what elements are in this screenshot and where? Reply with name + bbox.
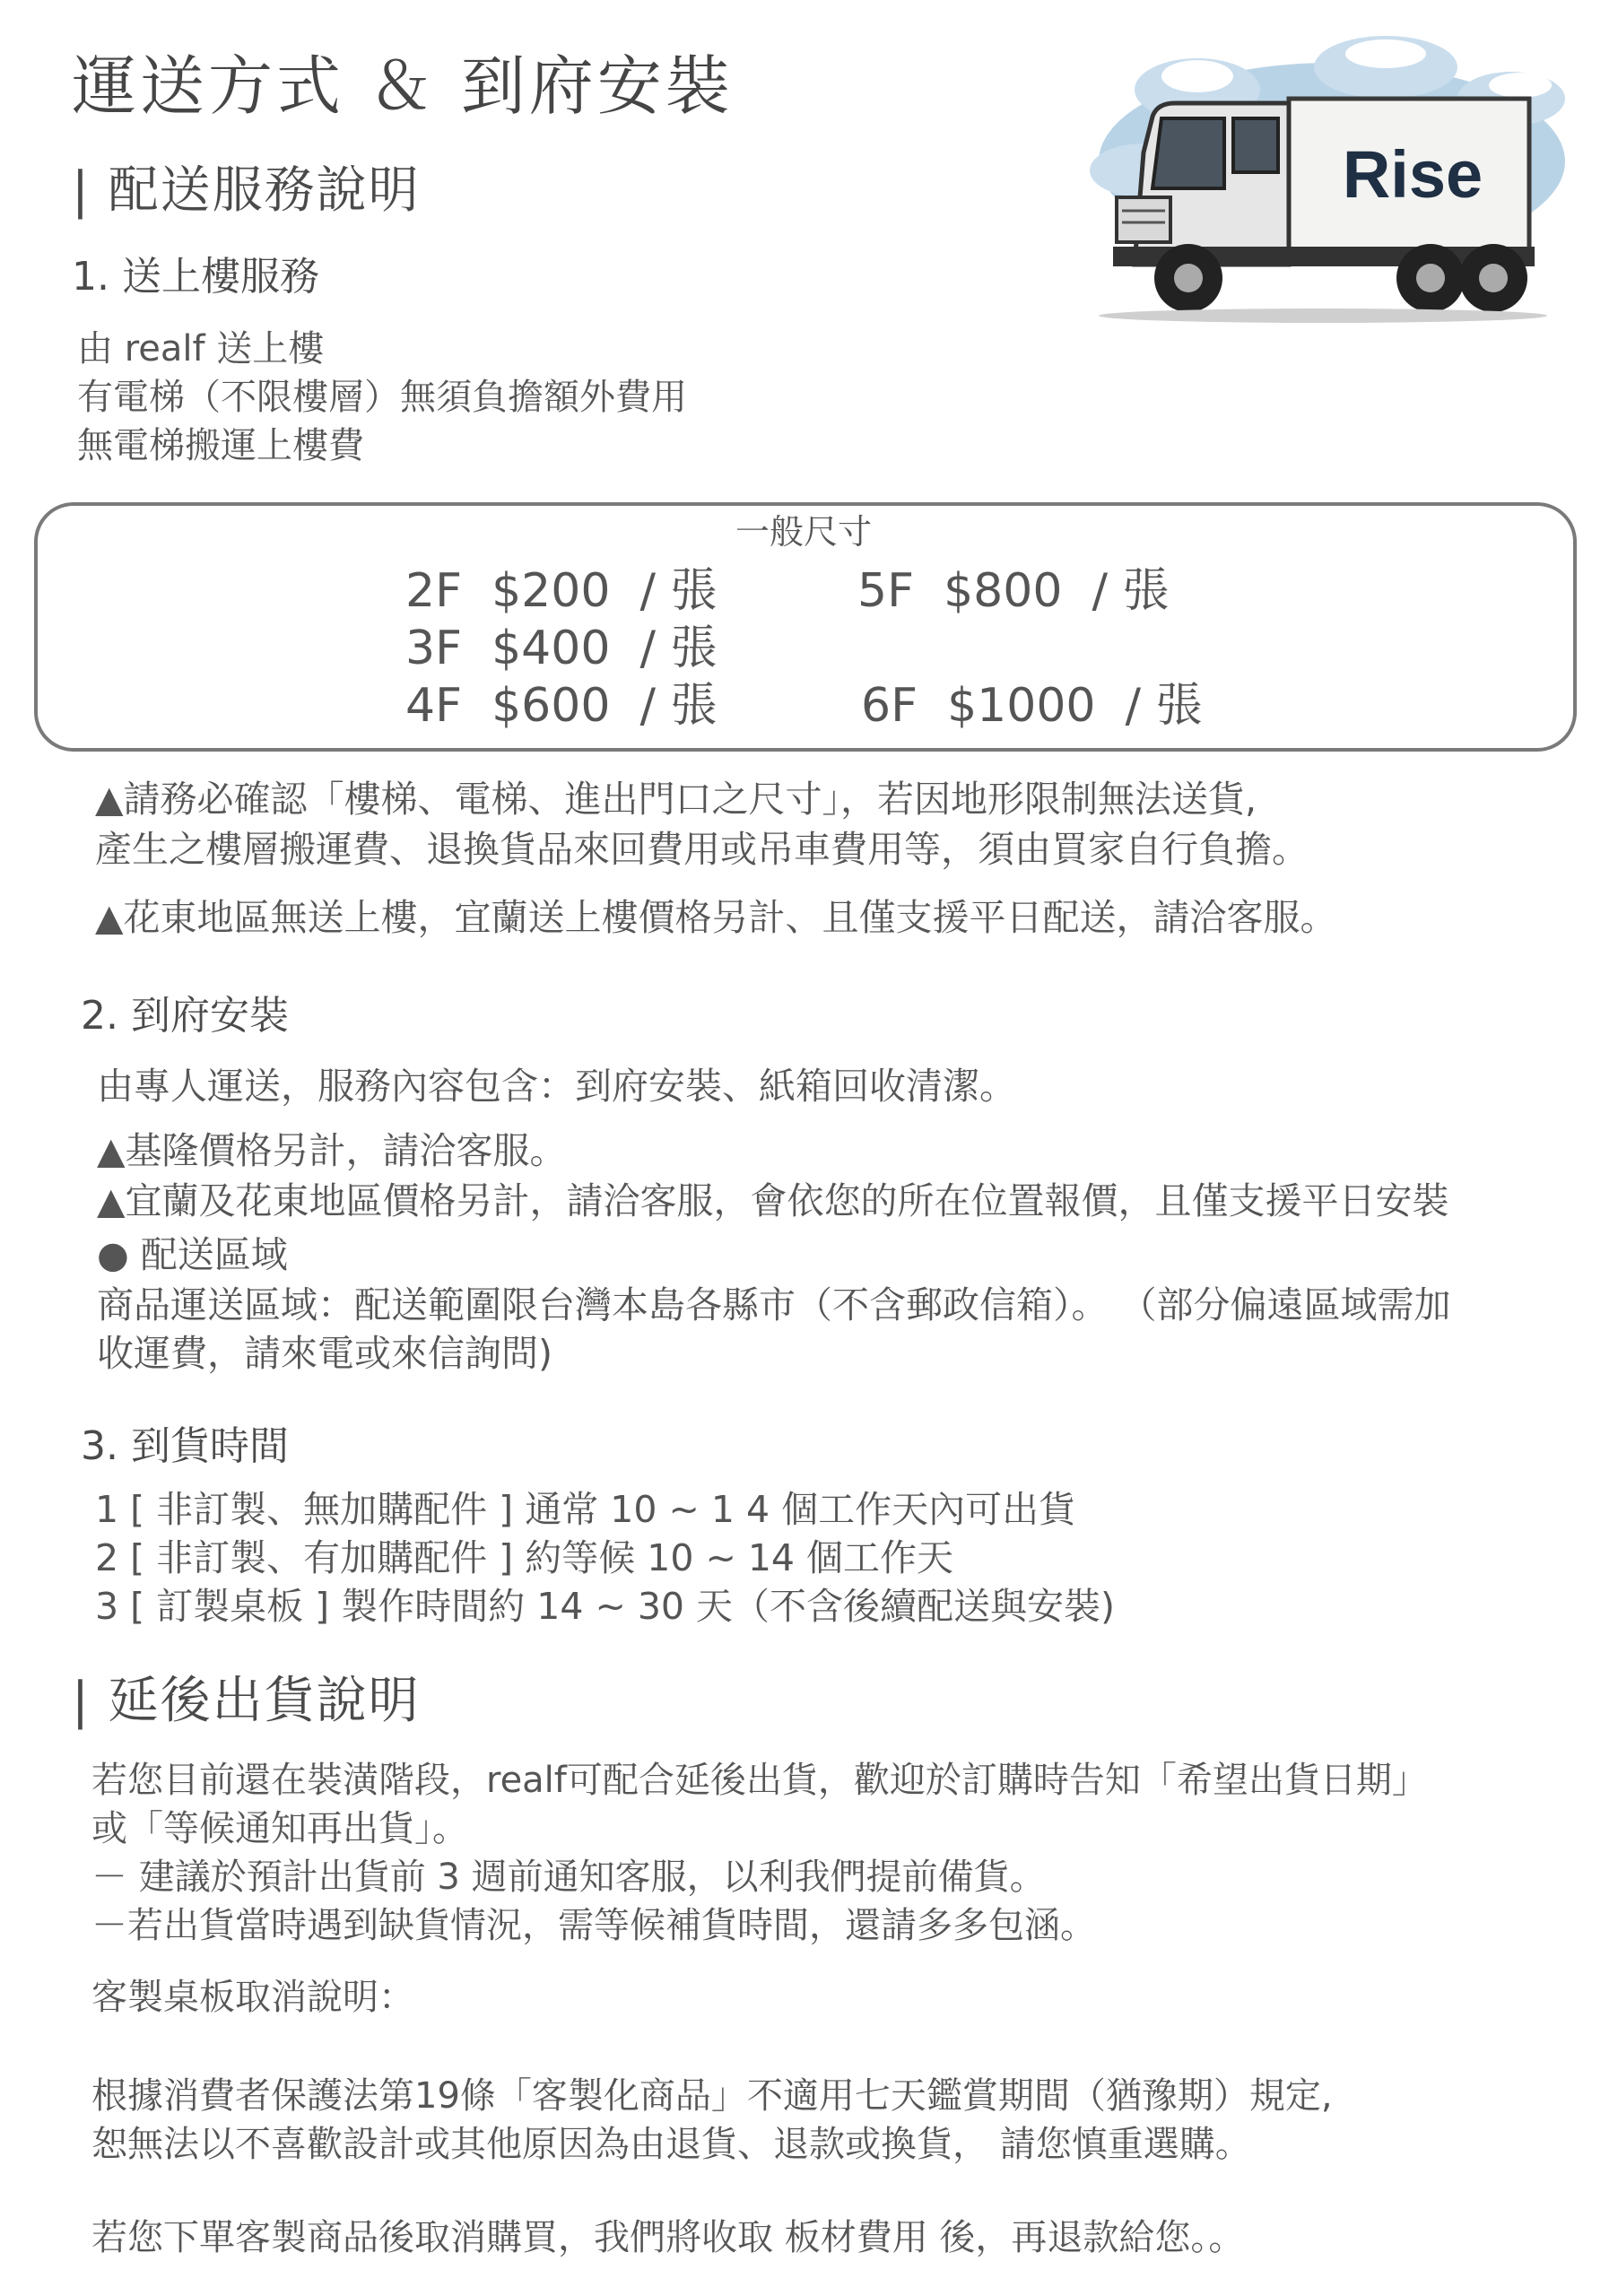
- price-row-6f: 6F $1000 / 張: [861, 679, 1203, 733]
- delay-line: 若您目前還在裝潢階段，realf可配合延後出貨，歡迎於訂購時告知「希望出貨日期」: [91, 1760, 1428, 1801]
- upstairs-line: 有電梯（不限樓層）無須負擔額外費用: [77, 377, 687, 418]
- delay-line: 或「等候通知再出貨」。: [91, 1808, 468, 1849]
- area-heading: ● 配送區域: [97, 1233, 288, 1276]
- refund-line: 若您下單客製商品後取消購買，我們將收取 板材費用 後，再退款給您。。: [91, 2217, 1245, 2258]
- install-note: ▲基隆價格另計，請洽客服。: [97, 1129, 567, 1172]
- upstairs-note: 產生之樓層搬運費、退換貨品來回費用或吊車費用等，須由買家自行負擔。: [95, 828, 1309, 871]
- price-row-3f: 3F $400 / 張: [405, 622, 718, 675]
- cancel-line: 根據消費者保護法第19條「客製化商品」不適用七天鑑賞期間（猶豫期）規定,: [91, 2075, 1333, 2117]
- arrival-line: 2 [ 非訂製、有加購配件 ] 約等候 10 ~ 14 個工作天: [95, 1536, 954, 1579]
- arrival-heading: 3. 到貨時間: [81, 1423, 289, 1469]
- delay-line: － 建議於預計出貨前 3 週前通知客服，以利我們提前備貨。: [91, 1857, 1046, 1898]
- install-line: 由專人運送，服務內容包含：到府安裝、紙箱回收清潔。: [97, 1065, 1016, 1108]
- area-line: 商品運送區域：配送範圍限台灣本島各縣市（不含郵政信箱）。 （部分偏遠區域需加: [97, 1283, 1451, 1326]
- delay-heading: | 延後出貨說明: [72, 1672, 421, 1730]
- price-row-5f: 5F $800 / 張: [857, 564, 1170, 618]
- arrival-line: 1 [ 非訂製、無加購配件 ] 通常 10 ~ 1 4 個工作天內可出貨: [95, 1488, 1076, 1531]
- price-box-label: 一般尺寸: [735, 512, 873, 552]
- upstairs-note: ▲請務必確認「樓梯、電梯、進出門口之尺寸」，若因地形限制無法送貨,: [95, 778, 1257, 821]
- arrival-line: 3 [ 訂製桌板 ] 製作時間約 14 ~ 30 天（不含後續配送與安裝): [95, 1585, 1116, 1628]
- price-row-2f: 2F $200 / 張: [405, 564, 718, 618]
- page-title: 運送方式 ＆ 到府安裝: [72, 48, 734, 124]
- truck-logo: Rise: [1342, 137, 1483, 212]
- install-heading: 2. 到府安裝: [81, 993, 289, 1039]
- area-line: 收運費，請來電或來信詢問): [97, 1332, 552, 1375]
- upstairs-line: 無電梯搬運上樓費: [77, 425, 364, 466]
- upstairs-line: 由 realf 送上樓: [77, 328, 325, 370]
- delivery-truck-illustration: [1090, 27, 1574, 332]
- cancel-line: 恕無法以不喜歡設計或其他原因為由退貨、退款或換貨， 請您慎重選購。: [91, 2124, 1251, 2165]
- upstairs-note: ▲花東地區無送上樓，宜蘭送上樓價格另計、且僅支援平日配送，請洽客服。: [95, 896, 1337, 939]
- delay-line: －若出貨當時遇到缺貨情況，需等候補貨時間，還請多多包涵。: [91, 1905, 1096, 1946]
- price-row-4f: 4F $600 / 張: [405, 679, 718, 733]
- upstairs-heading: 1. 送上樓服務: [72, 254, 319, 300]
- delivery-heading: | 配送服務說明: [72, 161, 421, 220]
- cancel-heading: 客製桌板取消說明：: [91, 1977, 414, 2018]
- install-note: ▲宜蘭及花東地區價格另計，請洽客服，會依您的所在位置報價，且僅支援平日安裝: [97, 1179, 1449, 1222]
